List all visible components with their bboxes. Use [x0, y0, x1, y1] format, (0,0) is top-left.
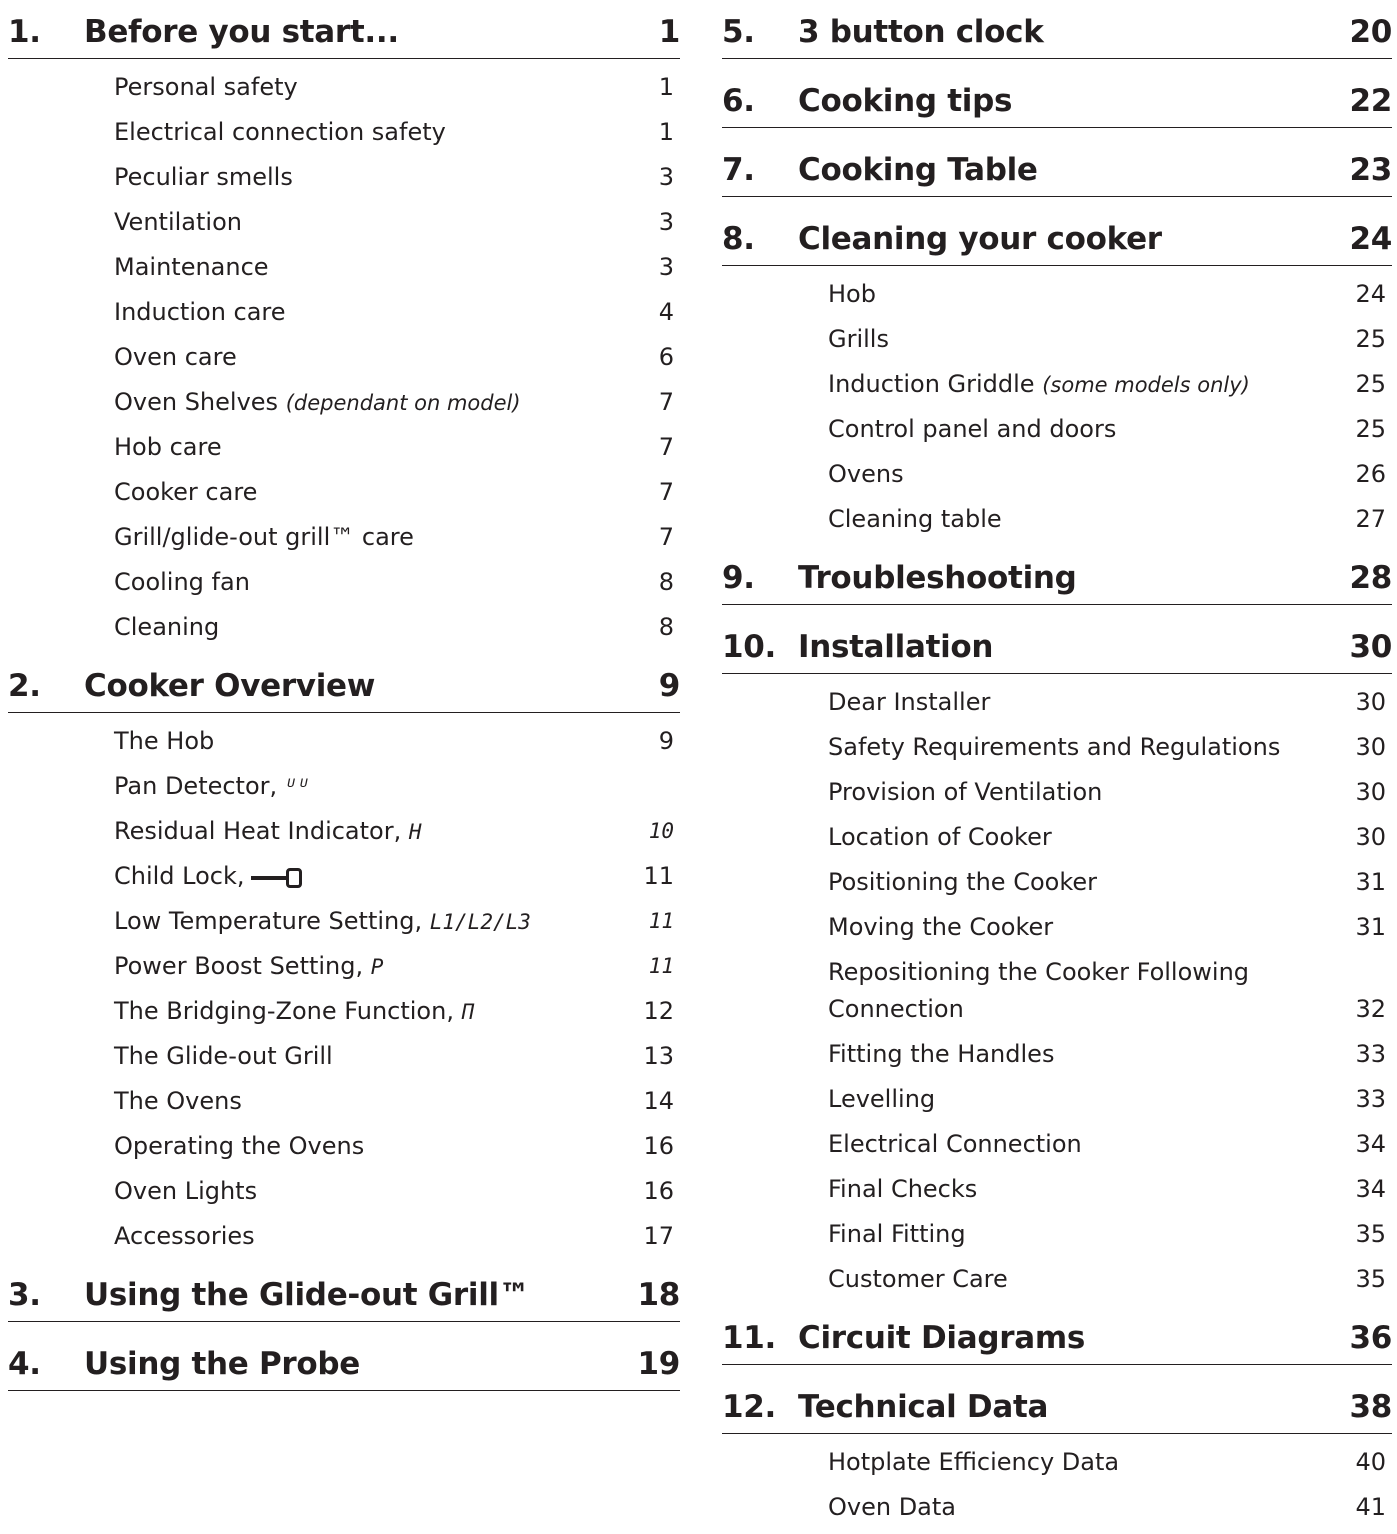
- entry-label: Peculiar smells: [114, 163, 293, 191]
- toc-entry-oven-data[interactable]: [722, 1485, 1392, 1530]
- toc-entry-power-boost-setting[interactable]: [8, 944, 680, 989]
- toc-section-cooking-tips: [722, 69, 1392, 138]
- section-heading[interactable]: [722, 207, 1392, 266]
- toc-section-troubleshooting: [722, 546, 1392, 615]
- entry-label: Final Checks: [828, 1175, 978, 1203]
- toc-entry-pan-detector[interactable]: [8, 764, 680, 809]
- section-page-number: 1: [658, 14, 680, 50]
- toc-entry-levelling[interactable]: [722, 1077, 1392, 1122]
- toc-entry-the-glide-out-grill[interactable]: [8, 1034, 680, 1079]
- section-spacer: [722, 128, 1392, 138]
- entry-label: Hotplate Efficiency Data: [828, 1448, 1120, 1476]
- toc-entry-moving-the-cooker[interactable]: [722, 905, 1392, 950]
- section-spacer: [8, 1391, 680, 1401]
- section-entries: [722, 266, 1392, 546]
- section-title: Using the Glide-out Grill™: [84, 1277, 530, 1313]
- entry-page-number: 11: [648, 954, 674, 978]
- section-number: 2.: [8, 668, 41, 704]
- entry-label: The Glide-out Grill: [114, 1042, 333, 1070]
- toc-entry-hob-care[interactable]: [8, 425, 680, 470]
- section-title: Before you start...: [84, 14, 399, 50]
- entry-page-number: 32: [1355, 995, 1386, 1023]
- section-entries: [722, 674, 1392, 1306]
- toc-entry-control-panel-and-doors[interactable]: [722, 407, 1392, 452]
- toc-entry-positioning-the-cooker[interactable]: [722, 860, 1392, 905]
- section-number: 12.: [722, 1389, 777, 1425]
- toc-entry-low-temperature-setting[interactable]: [8, 899, 680, 944]
- entry-label: Pan Detector, ᵁᵁ: [114, 772, 311, 800]
- toc-entry-cooker-care[interactable]: [8, 470, 680, 515]
- entry-label: Power Boost Setting, P: [114, 952, 384, 980]
- section-heading[interactable]: [8, 0, 680, 59]
- entry-page-number: 26: [1355, 460, 1386, 488]
- toc-entry-operating-the-ovens[interactable]: [8, 1124, 680, 1169]
- toc-entry-cleaning[interactable]: [8, 605, 680, 650]
- entry-label: Maintenance: [114, 253, 269, 281]
- toc-entry-fitting-the-handles[interactable]: [722, 1032, 1392, 1077]
- section-page-number: 28: [1349, 560, 1392, 596]
- child-lock-icon: [251, 859, 302, 896]
- section-title: Troubleshooting: [798, 560, 1077, 596]
- toc-section-cooking-table: [722, 138, 1392, 207]
- section-page-number: 30: [1349, 629, 1392, 665]
- toc-section-using-the-glide-out-grill: [8, 1263, 680, 1332]
- section-heading[interactable]: [722, 1306, 1392, 1365]
- section-title: 3 button clock: [798, 14, 1044, 50]
- section-title: Using the Probe: [84, 1346, 361, 1382]
- entry-label: Accessories: [114, 1222, 255, 1250]
- entry-page-number: 7: [658, 433, 674, 461]
- toc-entry-ovens[interactable]: [722, 452, 1392, 497]
- toc-entry-dear-installer[interactable]: [722, 680, 1392, 725]
- toc-section-technical-data: [722, 1375, 1392, 1534]
- toc-entry-maintenance[interactable]: [8, 245, 680, 290]
- display-symbol-icon: P: [370, 955, 384, 979]
- section-title: Installation: [798, 629, 994, 665]
- entry-label: Operating the Ovens: [114, 1132, 365, 1160]
- toc-entry-electrical-connection-safety[interactable]: [8, 110, 680, 155]
- entry-page-number: 17: [643, 1222, 674, 1250]
- entry-page-number: 27: [1355, 505, 1386, 533]
- toc-entry-final-fitting[interactable]: [722, 1212, 1392, 1257]
- entry-page-number: 12: [643, 997, 674, 1025]
- entry-page-number: 7: [658, 388, 674, 416]
- entry-label: Personal safety: [114, 73, 298, 101]
- toc-entry-hob[interactable]: [722, 272, 1392, 317]
- section-page-number: 9: [658, 668, 680, 704]
- entry-label: The Ovens: [114, 1087, 242, 1115]
- entry-page-number: 8: [658, 613, 674, 641]
- entry-label: Grill/glide-out grill™ care: [114, 523, 414, 551]
- entry-label: Induction care: [114, 298, 286, 326]
- section-page-number: 20: [1349, 14, 1392, 50]
- display-symbol-icon: ᵁᵁ: [284, 775, 311, 799]
- section-number: 1.: [8, 14, 41, 50]
- entry-page-number: 25: [1355, 415, 1386, 443]
- entry-label: Control panel and doors: [828, 415, 1117, 443]
- toc-entry-induction-care[interactable]: [8, 290, 680, 335]
- entry-page-number: 16: [643, 1132, 674, 1160]
- entry-page-number: 3: [658, 163, 674, 191]
- entry-label: Moving the Cooker: [828, 913, 1054, 941]
- section-page-number: 24: [1349, 221, 1392, 257]
- toc-entry-induction-griddle[interactable]: [722, 362, 1392, 407]
- section-number: 9.: [722, 560, 755, 596]
- toc-section-using-the-probe: [8, 1332, 680, 1401]
- section-entries: [8, 59, 680, 654]
- entry-page-number: 13: [643, 1042, 674, 1070]
- entry-page-number: 33: [1355, 1040, 1386, 1068]
- entry-page-number: 1: [658, 118, 674, 146]
- entry-page-number: 34: [1355, 1175, 1386, 1203]
- entry-page-number: 41: [1355, 1493, 1386, 1521]
- section-number: 6.: [722, 83, 755, 119]
- entry-label: Levelling: [828, 1085, 936, 1113]
- entry-label: Cleaning table: [828, 505, 1002, 533]
- section-title: Circuit Diagrams: [798, 1320, 1085, 1356]
- toc-section-3-button-clock: [722, 0, 1392, 69]
- section-heading[interactable]: [722, 546, 1392, 605]
- toc-entry-accessories[interactable]: [8, 1214, 680, 1259]
- entry-label: Safety Requirements and Regulations: [828, 733, 1281, 761]
- display-symbol-icon: Π: [461, 1000, 475, 1024]
- toc-entry-oven-shelves[interactable]: [8, 380, 680, 425]
- section-number: 8.: [722, 221, 755, 257]
- section-spacer: [722, 59, 1392, 69]
- entry-page-number: 31: [1355, 913, 1386, 941]
- entry-page-number: 30: [1355, 688, 1386, 716]
- entry-page-number: 25: [1355, 370, 1386, 398]
- toc-entry-grills[interactable]: [722, 317, 1392, 362]
- section-number: 11.: [722, 1320, 777, 1356]
- entry-page-number: 6: [658, 343, 674, 371]
- section-heading[interactable]: [722, 0, 1392, 59]
- entry-page-number: 3: [658, 208, 674, 236]
- toc-entry-electrical-connection[interactable]: [722, 1122, 1392, 1167]
- lock-o: [286, 868, 302, 888]
- section-spacer: [722, 1365, 1392, 1375]
- entry-page-number: 25: [1355, 325, 1386, 353]
- entry-page-number: 33: [1355, 1085, 1386, 1113]
- entry-label: Child Lock,: [114, 858, 302, 896]
- entry-page-number: 34: [1355, 1130, 1386, 1158]
- entry-page-number: 30: [1355, 733, 1386, 761]
- entry-label: Final Fitting: [828, 1220, 966, 1248]
- toc-section-cooker-overview: [8, 654, 680, 1263]
- entry-page-number: 7: [658, 478, 674, 506]
- toc-entry-safety-requirements-and-regulations[interactable]: [722, 725, 1392, 770]
- toc-entry-location-of-cooker[interactable]: [722, 815, 1392, 860]
- entry-label: Fitting the Handles: [828, 1040, 1055, 1068]
- section-page-number: 18: [637, 1277, 680, 1313]
- section-page-number: 36: [1349, 1320, 1392, 1356]
- entry-page-number: 24: [1355, 280, 1386, 308]
- section-heading[interactable]: [722, 69, 1392, 128]
- toc-section-cleaning-your-cooker: [722, 207, 1392, 546]
- section-heading[interactable]: [722, 1375, 1392, 1434]
- entry-label: Oven Data: [828, 1493, 957, 1521]
- entry-page-number: 16: [643, 1177, 674, 1205]
- entry-page-number: 35: [1355, 1265, 1386, 1293]
- toc-right-column: [722, 0, 1392, 1534]
- entry-page-number: 3: [658, 253, 674, 281]
- entry-label: Positioning the Cooker: [828, 868, 1098, 896]
- toc-entry-final-checks[interactable]: [722, 1167, 1392, 1212]
- toc-section-before-you-start: [8, 0, 680, 654]
- section-title: Cleaning your cooker: [798, 221, 1162, 257]
- entry-page-number: 7: [658, 523, 674, 551]
- entry-page-number: 40: [1355, 1448, 1386, 1476]
- display-symbol-icon: H: [408, 820, 422, 844]
- entry-label: Residual Heat Indicator, H: [114, 817, 422, 845]
- toc-entry-cooling-fan[interactable]: [8, 560, 680, 605]
- lock-bar: [251, 876, 287, 880]
- section-spacer: [8, 1322, 680, 1332]
- toc-entry-the-bridging-zone-function[interactable]: [8, 989, 680, 1034]
- entry-label: Electrical Connection: [828, 1130, 1082, 1158]
- section-heading[interactable]: [8, 654, 680, 713]
- entry-page-number: 35: [1355, 1220, 1386, 1248]
- entry-label: Ventilation: [114, 208, 242, 236]
- section-number: 10.: [722, 629, 777, 665]
- toc-entry-the-ovens[interactable]: [8, 1079, 680, 1124]
- entry-label: Repositioning the Cooker Following Connection: [828, 958, 1250, 1023]
- section-heading[interactable]: [722, 138, 1392, 197]
- section-page-number: 23: [1349, 152, 1392, 188]
- entry-label: Cleaning: [114, 613, 220, 641]
- entry-label: Dear Installer: [828, 688, 991, 716]
- entry-label: Hob: [828, 280, 876, 308]
- toc-section-installation: [722, 615, 1392, 1306]
- toc-entry-ventilation[interactable]: [8, 200, 680, 245]
- entry-label: Electrical connection safety: [114, 118, 446, 146]
- section-title: Cooking Table: [798, 152, 1038, 188]
- entry-page-number: 1: [658, 73, 674, 101]
- section-number: 3.: [8, 1277, 41, 1313]
- toc-entry-oven-care[interactable]: [8, 335, 680, 380]
- section-number: 5.: [722, 14, 755, 50]
- section-page-number: 38: [1349, 1389, 1392, 1425]
- entry-label: Hob care: [114, 433, 222, 461]
- entry-note: (some models only): [1042, 373, 1250, 397]
- section-number: 4.: [8, 1346, 41, 1382]
- entry-label: Oven Lights: [114, 1177, 258, 1205]
- toc-left-column: [8, 0, 680, 1401]
- entry-label: Cooker care: [114, 478, 258, 506]
- entry-label: Grills: [828, 325, 889, 353]
- section-spacer: [722, 197, 1392, 207]
- toc-entry-provision-of-ventilation[interactable]: [722, 770, 1392, 815]
- toc-entry-repositioning-the-cooker-following-connection[interactable]: [722, 950, 1392, 1032]
- entry-page-number: 10: [648, 819, 674, 843]
- section-page-number: 19: [637, 1346, 680, 1382]
- entry-page-number: 11: [643, 862, 674, 890]
- entry-page-number: 31: [1355, 868, 1386, 896]
- toc-entry-oven-lights[interactable]: [8, 1169, 680, 1214]
- entry-label: Customer Care: [828, 1265, 1008, 1293]
- toc-entry-residual-heat-indicator[interactable]: [8, 809, 680, 854]
- entry-label: Low Temperature Setting, L1/L2/L3: [114, 907, 531, 935]
- entry-page-number: 11: [648, 909, 674, 933]
- section-heading[interactable]: [8, 1263, 680, 1322]
- section-title: Cooking tips: [798, 83, 1013, 119]
- entry-page-number: 9: [658, 727, 674, 755]
- entry-label: Provision of Ventilation: [828, 778, 1103, 806]
- section-heading[interactable]: [722, 615, 1392, 674]
- entry-label: Ovens: [828, 460, 904, 488]
- toc-entry-the-hob[interactable]: [8, 719, 680, 764]
- section-spacer: [722, 605, 1392, 615]
- entry-label: Cooling fan: [114, 568, 250, 596]
- entry-page-number: 30: [1355, 778, 1386, 806]
- section-title: Technical Data: [798, 1389, 1049, 1425]
- entry-label: Oven care: [114, 343, 237, 371]
- entry-note: (dependant on model): [285, 391, 521, 415]
- toc-entry-grill-glide-out-grill-care[interactable]: [8, 515, 680, 560]
- toc-entry-personal-safety[interactable]: [8, 65, 680, 110]
- entry-label: Oven Shelves (dependant on model): [114, 388, 521, 416]
- section-entries: [8, 713, 680, 1263]
- entry-page-number: 14: [643, 1087, 674, 1115]
- display-symbol-icon: L1/L2/L3: [429, 910, 531, 934]
- entry-label: Induction Griddle (some models only): [828, 370, 1250, 398]
- entry-page-number: 30: [1355, 823, 1386, 851]
- entry-page-number: 8: [658, 568, 674, 596]
- toc-entry-customer-care[interactable]: [722, 1257, 1392, 1302]
- section-page-number: 22: [1349, 83, 1392, 119]
- toc-entry-child-lock[interactable]: [8, 854, 680, 899]
- section-entries: [722, 1434, 1392, 1534]
- toc-section-circuit-diagrams: [722, 1306, 1392, 1375]
- section-title: Cooker Overview: [84, 668, 376, 704]
- entry-page-number: 4: [658, 298, 674, 326]
- section-number: 7.: [722, 152, 755, 188]
- entry-label: The Bridging-Zone Function, Π: [114, 997, 475, 1025]
- toc-entry-hotplate-efficiency-data[interactable]: [722, 1440, 1392, 1485]
- entry-label: Location of Cooker: [828, 823, 1052, 851]
- section-heading[interactable]: [8, 1332, 680, 1391]
- entry-label: The Hob: [114, 727, 215, 755]
- toc-entry-cleaning-table[interactable]: [722, 497, 1392, 542]
- toc-entry-peculiar-smells[interactable]: [8, 155, 680, 200]
